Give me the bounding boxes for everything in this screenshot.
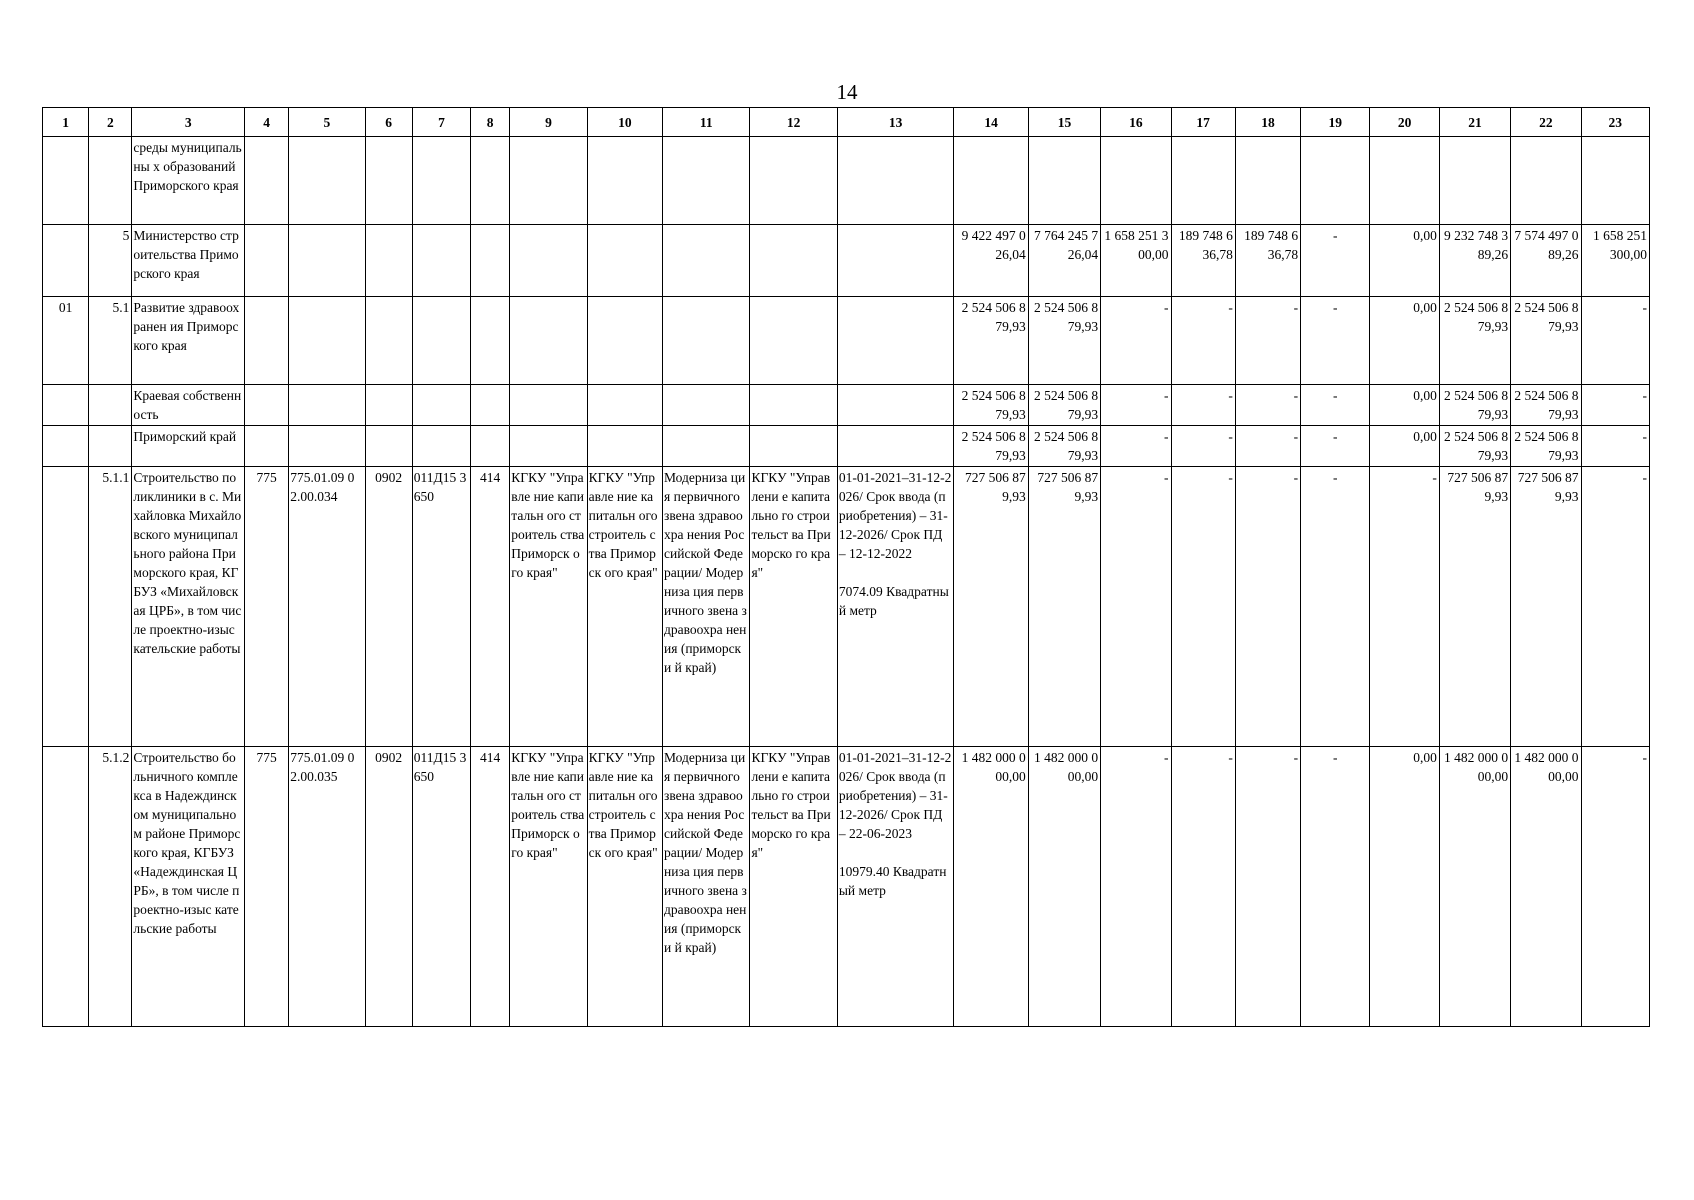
table-cell-col-20 [1370, 137, 1439, 225]
table-cell-col-6 [365, 137, 412, 225]
table-cell-col-16: - [1101, 467, 1171, 747]
table-cell-col-23: - [1581, 385, 1650, 426]
table-cell-col-2 [89, 385, 132, 426]
table-cell-col-7 [412, 426, 470, 467]
table-cell-col-5 [289, 385, 365, 426]
table-cell-col-19: - [1301, 747, 1370, 1027]
table-cell-col-9: КГКУ "Управле ние капитальн ого строитель ства Приморск ого края" [510, 747, 587, 1027]
table-cell-col-7: 011Д15 3650 [412, 747, 470, 1027]
table-cell-col-16: 1 658 251 300,00 [1101, 225, 1171, 297]
table-cell-col-15: 1 482 000 000,00 [1028, 747, 1100, 1027]
table-cell-col-4: 775 [244, 747, 288, 1027]
table-cell-col-11 [663, 225, 750, 297]
table-cell-col-6 [365, 297, 412, 385]
table-cell-col-11 [663, 297, 750, 385]
table-cell-col-15: 2 524 506 879,93 [1028, 385, 1100, 426]
col-header: 1 [43, 108, 89, 137]
table-cell-col-15: 7 764 245 726,04 [1028, 225, 1100, 297]
col-header: 2 [89, 108, 132, 137]
table-cell-col-2: 5.1 [89, 297, 132, 385]
table-cell-col-21: 1 482 000 000,00 [1439, 747, 1510, 1027]
table-cell-col-12 [750, 426, 837, 467]
table-cell-col-18 [1235, 137, 1300, 225]
table-cell-col-22: 7 574 497 089,26 [1511, 225, 1581, 297]
table-cell-col-6 [365, 426, 412, 467]
table-cell-col-13 [837, 297, 954, 385]
table-cell-col-4 [244, 426, 288, 467]
table-cell-col-3: Строительство поликлиники в с. Михайловка Михайловского муниципального района Приморского края, КГБУЗ «Михайловская ЦРБ», в том числе проектно-изыс кательские работы [132, 467, 245, 747]
table-cell-col-22 [1511, 137, 1581, 225]
table-cell-col-16 [1101, 137, 1171, 225]
table-cell-col-10 [587, 137, 662, 225]
table-cell-col-12 [750, 225, 837, 297]
table-cell-col-11 [663, 385, 750, 426]
col-header: 14 [954, 108, 1028, 137]
header-row [43, 108, 1650, 137]
table-cell-col-5: 775.01.09 02.00.035 [289, 747, 365, 1027]
table-cell-col-8 [471, 426, 510, 467]
budget-table [42, 107, 1650, 1027]
table-cell-col-9: КГКУ "Управле ние капитальн ого строитель ства Приморск ого края" [510, 467, 587, 747]
table-cell-col-10 [587, 225, 662, 297]
col-header: 6 [365, 108, 412, 137]
table-cell-col-6: 0902 [365, 747, 412, 1027]
table-cell-col-4 [244, 385, 288, 426]
table-cell-col-6 [365, 385, 412, 426]
col-header: 4 [244, 108, 288, 137]
table-cell-col-17: - [1171, 426, 1235, 467]
table-cell-col-7 [412, 297, 470, 385]
col-header: 15 [1028, 108, 1100, 137]
table-cell-col-16: - [1101, 426, 1171, 467]
table-cell-col-15 [1028, 137, 1100, 225]
table-cell-col-23: - [1581, 426, 1650, 467]
table-cell-col-21: 2 524 506 879,93 [1439, 385, 1510, 426]
table-cell-col-13 [837, 137, 954, 225]
table-cell-col-2: 5.1.1 [89, 467, 132, 747]
table-cell-col-17: - [1171, 747, 1235, 1027]
table-cell-col-14 [954, 137, 1028, 225]
table-cell-col-14: 1 482 000 000,00 [954, 747, 1028, 1027]
table-cell-col-9 [510, 225, 587, 297]
page-number: 14 [836, 80, 858, 104]
table-cell-col-10 [587, 385, 662, 426]
table-cell-col-20: 0,00 [1370, 297, 1439, 385]
table-cell-col-4: 775 [244, 467, 288, 747]
col-header: 18 [1235, 108, 1300, 137]
table-cell-col-1 [43, 467, 89, 747]
table-cell-col-12 [750, 385, 837, 426]
table-cell-col-5 [289, 297, 365, 385]
table-cell-col-5: 775.01.09 02.00.034 [289, 467, 365, 747]
table-cell-col-18: - [1235, 426, 1300, 467]
table-cell-col-1 [43, 137, 89, 225]
table-row [43, 297, 1650, 385]
col-header: 13 [837, 108, 954, 137]
table-cell-col-16: - [1101, 385, 1171, 426]
col-header: 8 [471, 108, 510, 137]
table-cell-col-11: Модерниза ция первичного звена здравоохра нения Российской Федерации/ Модерниза ция первичного звена здравоохра нения (приморски й край) [663, 467, 750, 747]
table-cell-col-16: - [1101, 747, 1171, 1027]
col-header: 10 [587, 108, 662, 137]
table-cell-col-15: 2 524 506 879,93 [1028, 297, 1100, 385]
table-cell-col-15: 727 506 879,93 [1028, 467, 1100, 747]
table-cell-col-17: - [1171, 297, 1235, 385]
table-cell-col-6: 0902 [365, 467, 412, 747]
table-cell-col-10 [587, 426, 662, 467]
col-header: 3 [132, 108, 245, 137]
table-cell-col-13 [837, 385, 954, 426]
table-cell-col-22: 2 524 506 879,93 [1511, 297, 1581, 385]
table-cell-col-20: 0,00 [1370, 385, 1439, 426]
table-cell-col-12: КГКУ "Управлени е капитально го строительст ва Приморско го края" [750, 747, 837, 1027]
table-cell-col-3: Развитие здравоохранен ия Приморского края [132, 297, 245, 385]
table-cell-col-23 [1581, 137, 1650, 225]
table-cell-col-17: - [1171, 467, 1235, 747]
table-cell-col-8 [471, 225, 510, 297]
table-cell-col-16: - [1101, 297, 1171, 385]
table-cell-col-7 [412, 225, 470, 297]
table-row [43, 747, 1650, 1027]
table-cell-col-5 [289, 426, 365, 467]
table-cell-col-22: 2 524 506 879,93 [1511, 426, 1581, 467]
table-cell-col-21: 2 524 506 879,93 [1439, 426, 1510, 467]
col-header: 23 [1581, 108, 1650, 137]
table-cell-col-14: 2 524 506 879,93 [954, 385, 1028, 426]
col-header: 17 [1171, 108, 1235, 137]
table-cell-col-20: - [1370, 467, 1439, 747]
table-cell-col-1 [43, 225, 89, 297]
table-cell-col-22: 1 482 000 000,00 [1511, 747, 1581, 1027]
table-cell-col-10 [587, 297, 662, 385]
table-cell-col-20: 0,00 [1370, 426, 1439, 467]
table-cell-col-19: - [1301, 225, 1370, 297]
table-cell-col-8 [471, 297, 510, 385]
table-cell-col-8 [471, 385, 510, 426]
table-cell-col-22: 2 524 506 879,93 [1511, 385, 1581, 426]
col-header: 7 [412, 108, 470, 137]
col-header: 22 [1511, 108, 1581, 137]
table-cell-col-17 [1171, 137, 1235, 225]
table-cell-col-9 [510, 385, 587, 426]
table-cell-col-3: среды муниципальны х образований Приморского края [132, 137, 245, 225]
table-row [43, 225, 1650, 297]
table-cell-col-4 [244, 297, 288, 385]
col-header: 21 [1439, 108, 1510, 137]
table-cell-col-15: 2 524 506 879,93 [1028, 426, 1100, 467]
table-cell-col-19: - [1301, 426, 1370, 467]
col-header: 16 [1101, 108, 1171, 137]
table-cell-col-1 [43, 426, 89, 467]
table-cell-col-4 [244, 137, 288, 225]
table-cell-col-6 [365, 225, 412, 297]
table-cell-col-11 [663, 137, 750, 225]
col-header: 9 [510, 108, 587, 137]
table-cell-col-1 [43, 747, 89, 1027]
table-cell-col-2: 5 [89, 225, 132, 297]
table-cell-col-13 [837, 426, 954, 467]
table-cell-col-20: 0,00 [1370, 225, 1439, 297]
table-cell-col-11: Модерниза ция первичного звена здравоохра нения Российской Федерации/ Модерниза ция первичного звена здравоохра нения (приморски й край) [663, 747, 750, 1027]
table-cell-col-19: - [1301, 297, 1370, 385]
table-cell-col-8: 414 [471, 747, 510, 1027]
table-cell-col-2 [89, 426, 132, 467]
table-cell-col-22: 727 506 879,93 [1511, 467, 1581, 747]
table-cell-col-23: - [1581, 747, 1650, 1027]
table-cell-col-11 [663, 426, 750, 467]
table-cell-col-8 [471, 137, 510, 225]
table-cell-col-3: Строительство больничного комплекса в Надеждинском муниципально м районе Приморского края, КГБУЗ «Надеждинская ЦРБ», в том числе проектно-изыс кательские работы [132, 747, 245, 1027]
table-row [43, 137, 1650, 225]
table-cell-col-7 [412, 137, 470, 225]
table-cell-col-7: 011Д15 3650 [412, 467, 470, 747]
table-cell-col-21: 727 506 879,93 [1439, 467, 1510, 747]
table-cell-col-1: 01 [43, 297, 89, 385]
table-cell-col-14: 2 524 506 879,93 [954, 426, 1028, 467]
table-cell-col-19 [1301, 137, 1370, 225]
table-cell-col-18: - [1235, 467, 1300, 747]
table-cell-col-10: КГКУ "Управле ние капитальн ого строитель ства Приморск ого края" [587, 747, 662, 1027]
table-cell-col-5 [289, 137, 365, 225]
table-cell-col-9 [510, 426, 587, 467]
table-cell-col-20: 0,00 [1370, 747, 1439, 1027]
table-cell-col-13: 01-01-2021–31-12-2026/ Срок ввода (приобретения) – 31-12-2026/ Срок ПД – 12-12-2022 7074.09 Квадратный метр [837, 467, 954, 747]
table-cell-col-10: КГКУ "Управле ние капитальн ого строитель ства Приморск ого края" [587, 467, 662, 747]
col-header: 19 [1301, 108, 1370, 137]
col-header: 11 [663, 108, 750, 137]
table-cell-col-14: 2 524 506 879,93 [954, 297, 1028, 385]
col-header: 5 [289, 108, 365, 137]
table-cell-col-2 [89, 137, 132, 225]
table-cell-col-14: 9 422 497 026,04 [954, 225, 1028, 297]
table-cell-col-18: - [1235, 747, 1300, 1027]
table-cell-col-13 [837, 225, 954, 297]
table-cell-col-12 [750, 137, 837, 225]
table-cell-col-9 [510, 137, 587, 225]
table-cell-col-18: 189 748 636,78 [1235, 225, 1300, 297]
table-cell-col-12: КГКУ "Управлени е капитально го строительст ва Приморско го края" [750, 467, 837, 747]
table-cell-col-4 [244, 225, 288, 297]
col-header: 20 [1370, 108, 1439, 137]
table-cell-col-5 [289, 225, 365, 297]
table-cell-col-21: 9 232 748 389,26 [1439, 225, 1510, 297]
table-cell-col-21: 2 524 506 879,93 [1439, 297, 1510, 385]
table-row [43, 426, 1650, 467]
table-cell-col-3: Приморский край [132, 426, 245, 467]
table-cell-col-3: Министерство строительства Приморского края [132, 225, 245, 297]
table-cell-col-17: 189 748 636,78 [1171, 225, 1235, 297]
table-row [43, 385, 1650, 426]
table-cell-col-17: - [1171, 385, 1235, 426]
table-cell-col-23: - [1581, 297, 1650, 385]
table-cell-col-21 [1439, 137, 1510, 225]
table-cell-col-18: - [1235, 297, 1300, 385]
table-cell-col-23: - [1581, 467, 1650, 747]
table-cell-col-7 [412, 385, 470, 426]
table-cell-col-3: Краевая собственность [132, 385, 245, 426]
table-cell-col-8: 414 [471, 467, 510, 747]
table-cell-col-19: - [1301, 467, 1370, 747]
table-cell-col-23: 1 658 251 300,00 [1581, 225, 1650, 297]
table-cell-col-2: 5.1.2 [89, 747, 132, 1027]
table-cell-col-18: - [1235, 385, 1300, 426]
table-cell-col-12 [750, 297, 837, 385]
table-cell-col-13: 01-01-2021–31-12-2026/ Срок ввода (приобретения) – 31-12-2026/ Срок ПД – 22-06-2023 10979.40 Квадратный метр [837, 747, 954, 1027]
table-cell-col-14: 727 506 879,93 [954, 467, 1028, 747]
col-header: 12 [750, 108, 837, 137]
table-cell-col-1 [43, 385, 89, 426]
table-cell-col-19: - [1301, 385, 1370, 426]
table-cell-col-9 [510, 297, 587, 385]
table-row [43, 467, 1650, 747]
